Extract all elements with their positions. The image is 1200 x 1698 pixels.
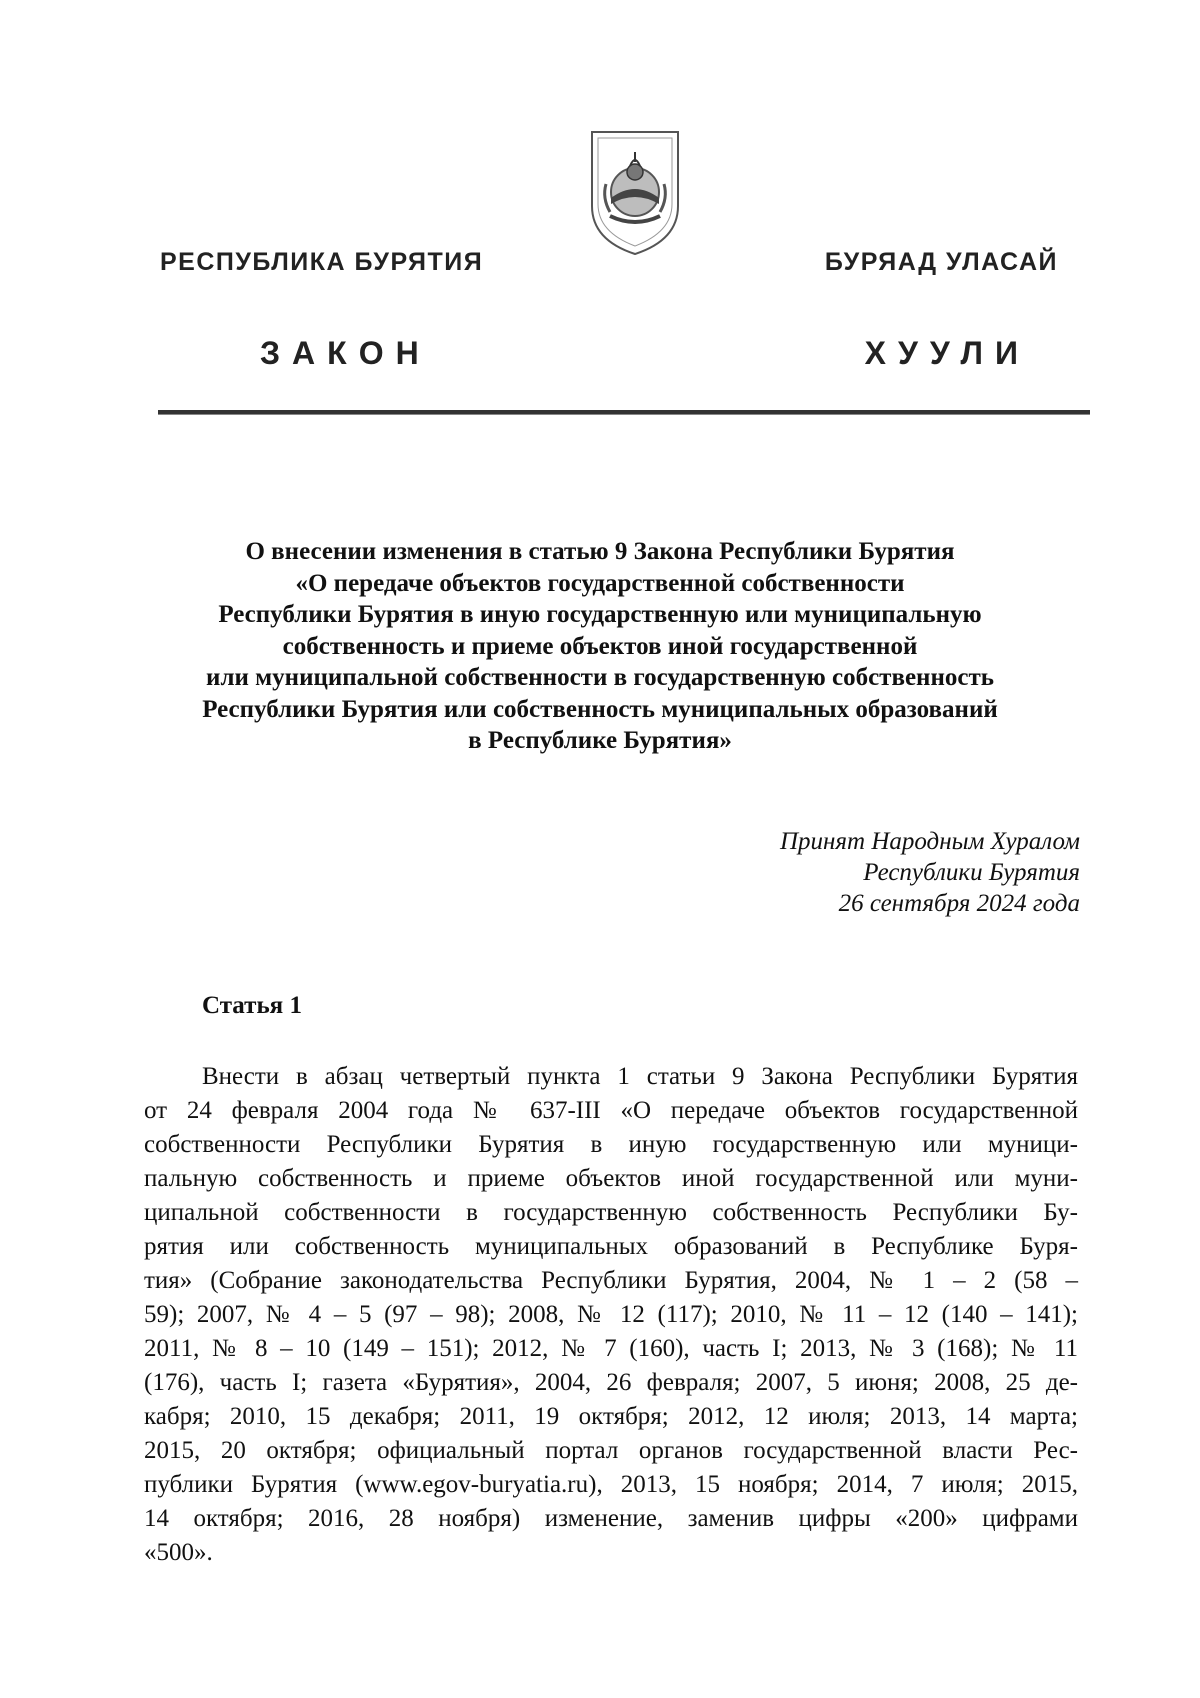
law-label-ru: ЗАКОН (260, 335, 431, 371)
title-line: в Республике Бурятия» (468, 727, 732, 754)
body-line: 59); 2007, № 4 – 5 (97 – 98); 2008, № 12 (117); 2010, № 11 – 12 (140 – 141); (144, 1301, 1078, 1328)
body-line: рятия или собственность муниципальных образований в Республике Буря- (144, 1233, 1078, 1260)
title-line: Республики Бурятия или собственность муниципальных образований (202, 695, 998, 723)
adoption-line: Республики Бурятия (863, 859, 1080, 886)
body-line: 14 октября; 2016, 28 ноября) изменение, заменив цифры «200» цифрами (144, 1505, 1078, 1532)
header-republic-bua: БУРЯАД УЛАСАЙ (824, 248, 1058, 276)
body-line: 2015, 20 октября; официальный портал органов государственной власти Рес- (144, 1437, 1078, 1464)
body-line: «500». (144, 1539, 213, 1566)
law-label-bua: ХУУЛИ (864, 335, 1030, 371)
coat-of-arms-icon (588, 128, 682, 258)
title-line: О внесении изменения в статью 9 Закона Республики Бурятия (245, 538, 955, 565)
title-line: Республики Бурятия в иную государственную или муниципальную (218, 601, 982, 628)
adoption-line: 26 сентября 2024 года (838, 890, 1080, 917)
header-republic-ru: РЕСПУБЛИКА БУРЯТИЯ (160, 248, 484, 276)
body-line: кабря; 2010, 15 декабря; 2011, 19 октября; 2012, 12 июля; 2013, 14 марта; (144, 1403, 1078, 1430)
body-line: 2011, № 8 – 10 (149 – 151); 2012, № 7 (160), часть I; 2013, № 3 (168); № 11 (144, 1335, 1078, 1362)
law-title (130, 536, 1070, 757)
body-line: от 24 февраля 2004 года № 637-III «О передаче объектов государственной (144, 1097, 1078, 1124)
body-line: тия» (Собрание законодательства Республики Бурятия, 2004, № 1 – 2 (58 – (144, 1267, 1078, 1294)
body-line: собственности Республики Бурятия в иную государственную или муници- (144, 1131, 1078, 1158)
adoption-line: Принят Народным Хуралом (779, 828, 1080, 855)
body-line: пальную собственность и приеме объектов иной государственной или муни- (144, 1165, 1078, 1192)
title-line: «О передаче объектов государственной собственности (295, 569, 905, 597)
body-line: публики Бурятия (www.egov-buryatia.ru), 2013, 15 ноября; 2014, 7 июля; 2015, (144, 1471, 1078, 1498)
header-divider (158, 410, 1090, 415)
title-line: или муниципальной собственности в государственную собственность (206, 664, 994, 691)
body-line: (176), часть I; газета «Бурятия», 2004, 26 февраля; 2007, 5 июня; 2008, 25 де- (144, 1369, 1078, 1396)
body-line: ципальной собственности в государственную собственность Республики Бу- (144, 1199, 1078, 1226)
article-body (144, 1060, 1078, 1570)
article-heading: Статья 1 (202, 992, 302, 1019)
title-line: собственность и приеме объектов иной государственной (282, 632, 918, 660)
adoption-note (780, 826, 1080, 919)
body-line: Внести в абзац четвертый пункта 1 статьи 9 Закона Республики Бурятия (202, 1063, 1078, 1090)
